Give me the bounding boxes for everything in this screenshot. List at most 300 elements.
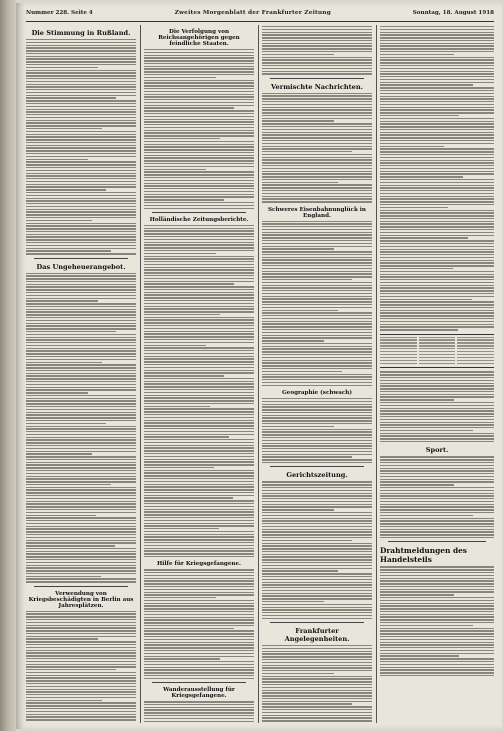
text-line: [380, 71, 494, 72]
table-cell: [380, 363, 417, 364]
text-line: [26, 503, 136, 504]
text-line: [380, 304, 494, 305]
text-line: [262, 678, 372, 679]
text-line: [380, 642, 494, 643]
text-line: [26, 306, 136, 307]
text-line: [262, 601, 324, 602]
text-line: [26, 619, 136, 620]
text-line: [26, 448, 136, 449]
text-line: [380, 650, 494, 651]
text-line: [26, 384, 136, 385]
text-line: [26, 53, 136, 54]
text-line: [26, 289, 136, 290]
text-line: [262, 365, 372, 366]
text-line: [262, 653, 372, 654]
text-line: [144, 434, 254, 435]
text-line: [262, 715, 372, 716]
text-line: [26, 476, 136, 477]
text-line: [144, 306, 254, 307]
separator: [270, 78, 364, 79]
text-line: [380, 462, 494, 463]
text-line: [144, 428, 254, 429]
text-line: [380, 198, 494, 199]
text-line: [144, 57, 254, 58]
table-cell: [419, 342, 456, 343]
text-line: [144, 96, 254, 97]
text-line: [380, 580, 494, 581]
text-line: [26, 398, 136, 399]
text-line: [26, 705, 136, 706]
text-line: [262, 420, 372, 421]
text-line: [262, 684, 372, 685]
text-line: [26, 311, 136, 312]
text-line: [26, 139, 136, 140]
text-line: [144, 381, 254, 382]
text-line: [262, 221, 372, 222]
text-line: [144, 386, 254, 387]
text-line: [262, 109, 372, 110]
text-line: [144, 331, 254, 332]
text-line: [26, 106, 136, 107]
text-line: [144, 500, 254, 501]
text-line: [144, 300, 254, 301]
headline: Holländische Zeitungsberichte.: [149, 216, 249, 223]
text-line: [380, 377, 494, 378]
text-line: [262, 498, 372, 499]
separator: [270, 466, 364, 467]
text-line: [380, 647, 494, 648]
text-line: [26, 565, 136, 566]
text-line: [262, 173, 372, 174]
text-line: [144, 525, 254, 526]
text-line: [144, 569, 254, 570]
text-line: [26, 581, 136, 582]
text-line: [144, 583, 254, 584]
text-line: [380, 182, 494, 183]
text-line: [26, 467, 136, 468]
text-line: [262, 259, 372, 260]
table-row: [380, 351, 494, 352]
text-line: [144, 110, 254, 111]
text-line: [262, 398, 372, 399]
text-line: [262, 690, 372, 691]
text-line: [144, 520, 254, 521]
table-cell: [457, 337, 494, 338]
text-line: [144, 594, 254, 595]
text-line: [144, 272, 254, 273]
table-cell: [380, 337, 417, 338]
text-line: [380, 43, 494, 44]
text-line: [26, 403, 136, 404]
table-row: [380, 342, 494, 343]
text-line: [144, 256, 254, 257]
text-line: [144, 614, 254, 615]
text-line: [144, 397, 254, 398]
text-line: [26, 342, 136, 343]
text-line: [380, 622, 494, 623]
text-line: [144, 642, 254, 643]
text-line: [262, 440, 372, 441]
text-line: [26, 481, 136, 482]
text-line: [26, 400, 136, 401]
text-line: [26, 337, 136, 338]
text-line: [262, 604, 372, 605]
text-line: [144, 667, 254, 668]
text-line: [262, 523, 372, 524]
text-line: [144, 534, 254, 535]
text-line: [380, 639, 494, 640]
text-line: [144, 347, 254, 348]
text-line: [144, 68, 254, 69]
text-line: [262, 73, 372, 74]
text-line: [144, 314, 220, 315]
text-line: [380, 171, 494, 172]
text-line: [144, 311, 254, 312]
text-line: [380, 251, 494, 252]
text-line: [262, 559, 372, 560]
text-line: [262, 40, 372, 41]
text-line: [144, 422, 254, 423]
text-line: [262, 526, 372, 527]
text-line: [26, 501, 136, 502]
text-line: [26, 334, 136, 335]
article-text: [144, 569, 254, 679]
text-line: [26, 406, 136, 407]
text-line: [144, 503, 254, 504]
text-line: [380, 644, 494, 645]
text-line: [144, 656, 254, 657]
text-line: [380, 121, 494, 122]
text-line: [144, 281, 254, 282]
text-line: [26, 92, 136, 93]
text-line: [26, 173, 136, 174]
text-line: [380, 597, 494, 598]
text-line: [262, 182, 338, 183]
text-line: [380, 40, 494, 41]
text-line: [26, 495, 136, 496]
text-line: [380, 254, 494, 255]
text-line: [144, 611, 254, 612]
text-line: [144, 425, 254, 426]
text-line: [26, 67, 98, 68]
text-line: [262, 562, 372, 563]
text-line: [26, 245, 136, 246]
text-line: [380, 658, 494, 659]
text-line: [262, 237, 372, 238]
text-line: [262, 171, 372, 172]
text-line: [144, 163, 254, 164]
text-line: [26, 647, 136, 648]
text-line: [262, 48, 372, 49]
headline: Die Verfolgung von Reichsangehörigen gegen feindliche Staaten.: [158, 29, 240, 47]
text-line: [380, 59, 494, 60]
text-line: [380, 68, 494, 69]
issue-date: Sonntag, 18. August 1918: [412, 10, 494, 16]
text-line: [262, 146, 372, 147]
text-line: [26, 70, 136, 71]
text-line: [262, 540, 352, 541]
text-line: [26, 128, 102, 129]
text-line: [262, 29, 372, 30]
column-rule: [376, 25, 377, 723]
text-line: [262, 451, 372, 452]
table-cell: [419, 351, 456, 352]
text-line: [262, 310, 338, 311]
text-line: [262, 579, 372, 580]
text-line: [262, 376, 372, 377]
text-line: [262, 665, 372, 666]
text-line: [144, 715, 254, 716]
text-line: [380, 126, 494, 127]
text-line: [26, 217, 136, 218]
text-line: [26, 95, 136, 96]
text-line: [26, 548, 136, 549]
text-line: [144, 52, 254, 53]
text-line: [144, 286, 254, 287]
text-line: [262, 129, 372, 130]
table-cell: [419, 348, 456, 349]
text-line: [26, 364, 136, 365]
text-line: [380, 605, 494, 606]
text-line: [144, 194, 254, 195]
text-line: [144, 205, 254, 206]
text-line: [380, 310, 494, 311]
text-line: [144, 506, 254, 507]
text-line: [262, 98, 372, 99]
text-line: [262, 548, 372, 549]
text-line: [26, 64, 136, 65]
text-line: [26, 281, 136, 282]
text-line: [26, 220, 92, 221]
text-line: [380, 134, 494, 135]
text-line: [380, 162, 494, 163]
text-line: [262, 670, 372, 671]
text-line: [26, 225, 136, 226]
text-line: [262, 357, 372, 358]
table-cell: [419, 337, 456, 338]
text-line: [26, 526, 136, 527]
text-line: [144, 135, 254, 136]
text-line: [144, 116, 254, 117]
headline: Schweres Eisenbahnunglück in England.: [268, 206, 366, 219]
text-line: [144, 208, 254, 209]
text-line: [144, 356, 254, 357]
text-line: [26, 409, 136, 410]
text-line: [262, 234, 372, 235]
text-line: [26, 117, 136, 118]
text-line: [380, 405, 494, 406]
text-line: [262, 157, 372, 158]
text-line: [144, 107, 234, 108]
text-line: [262, 582, 372, 583]
text-line: [26, 370, 136, 371]
text-line: [380, 151, 494, 152]
text-line: [26, 417, 136, 418]
text-line: [26, 708, 136, 709]
text-line: [262, 168, 372, 169]
text-line: [380, 465, 494, 466]
text-line: [380, 504, 494, 505]
text-line: [380, 90, 494, 91]
text-line: [262, 315, 372, 316]
text-line: [262, 57, 372, 58]
text-line: [144, 102, 254, 103]
text-line: [144, 575, 254, 576]
text-line: [380, 396, 494, 397]
text-line: [380, 594, 454, 595]
headline: Das Ungeheuerangebot.: [36, 262, 126, 271]
text-line: [144, 395, 254, 396]
text-line: [380, 476, 494, 477]
text-line: [262, 495, 372, 496]
text-line: [26, 81, 136, 82]
table-cell: [419, 339, 456, 340]
text-line: [144, 236, 254, 237]
text-line: [26, 153, 136, 154]
text-line: [262, 590, 372, 591]
text-line: [380, 430, 473, 431]
text-line: [144, 636, 254, 637]
text-line: [26, 242, 136, 243]
text-line: [380, 675, 494, 676]
text-line: [26, 97, 116, 98]
text-line: [262, 193, 372, 194]
text-line: [380, 422, 494, 423]
text-line: [380, 260, 494, 261]
text-line: [262, 570, 338, 571]
text-line: [262, 348, 372, 349]
text-line: [262, 159, 372, 160]
text-line: [144, 230, 254, 231]
text-line: [144, 639, 254, 640]
text-line: [26, 156, 136, 157]
text-line: [262, 462, 372, 463]
text-line: [144, 361, 254, 362]
text-line: [380, 193, 494, 194]
article-text: [144, 49, 254, 209]
text-line: [262, 32, 372, 33]
text-line: [144, 171, 254, 172]
text-line: [26, 630, 136, 631]
text-line: [26, 300, 98, 301]
text-line: [262, 318, 372, 319]
text-line: [26, 669, 116, 670]
article-text: [262, 481, 372, 619]
text-line: [144, 523, 254, 524]
text-line: [262, 554, 372, 555]
text-line: [26, 61, 136, 62]
text-line: [262, 612, 372, 613]
text-line: [380, 296, 494, 297]
text-line: [26, 353, 136, 354]
text-line: [26, 470, 136, 471]
text-line: [262, 268, 372, 269]
text-line: [262, 565, 372, 566]
text-line: [26, 211, 136, 212]
table-row: [380, 348, 494, 349]
text-line: [144, 509, 254, 510]
text-line: [380, 87, 494, 88]
text-line: [144, 704, 254, 705]
text-line: [144, 183, 254, 184]
text-line: [26, 250, 111, 251]
newspaper-title: Zweites Morgenblatt der Frankfurter Zeitung: [174, 10, 331, 16]
text-line: [262, 62, 372, 63]
article-text: [144, 701, 254, 723]
text-line: [144, 459, 254, 460]
text-line: [380, 583, 494, 584]
text-line: [26, 578, 136, 579]
text-line: [380, 473, 494, 474]
text-line: [144, 308, 254, 309]
text-line: [262, 551, 372, 552]
text-line: [26, 439, 136, 440]
text-line: [26, 186, 136, 187]
text-line: [144, 464, 254, 465]
text-line: [26, 666, 136, 667]
text-line: [144, 542, 254, 543]
text-line: [380, 531, 494, 532]
text-line: [262, 434, 372, 435]
text-line: [26, 50, 136, 51]
text-line: [144, 514, 254, 515]
text-line: [144, 188, 254, 189]
text-line: [380, 207, 448, 208]
separator: [388, 541, 486, 542]
text-line: [262, 307, 372, 308]
text-line: [26, 426, 136, 427]
text-line: [26, 661, 136, 662]
text-line: [144, 138, 220, 139]
text-line: [380, 221, 494, 222]
text-line: [262, 304, 372, 305]
text-line: [144, 625, 254, 626]
text-line: [26, 45, 136, 46]
text-line: [26, 633, 136, 634]
table-row: [380, 354, 494, 355]
text-line: [380, 591, 494, 592]
text-line: [380, 82, 494, 83]
text-line: [262, 165, 372, 166]
text-line: [262, 429, 372, 430]
text-line: [262, 223, 372, 224]
text-line: [380, 235, 494, 236]
column-2: [144, 25, 254, 723]
text-line: [262, 143, 372, 144]
text-line: [26, 150, 136, 151]
text-line: [144, 88, 254, 89]
text-line: [380, 433, 494, 434]
text-line: [144, 339, 254, 340]
text-line: [144, 389, 254, 390]
table-cell: [380, 354, 417, 355]
text-line: [26, 392, 88, 393]
text-line: [26, 489, 136, 490]
text-line: [144, 80, 254, 81]
text-line: [26, 314, 136, 315]
text-line: [380, 600, 494, 601]
text-line: [380, 529, 494, 530]
text-line: [262, 431, 372, 432]
text-line: [26, 195, 136, 196]
text-line: [26, 295, 136, 296]
text-line: [26, 567, 136, 568]
text-line: [26, 167, 136, 168]
text-line: [380, 534, 494, 535]
text-line: [144, 511, 254, 512]
text-line: [144, 605, 254, 606]
text-line: [380, 616, 494, 617]
